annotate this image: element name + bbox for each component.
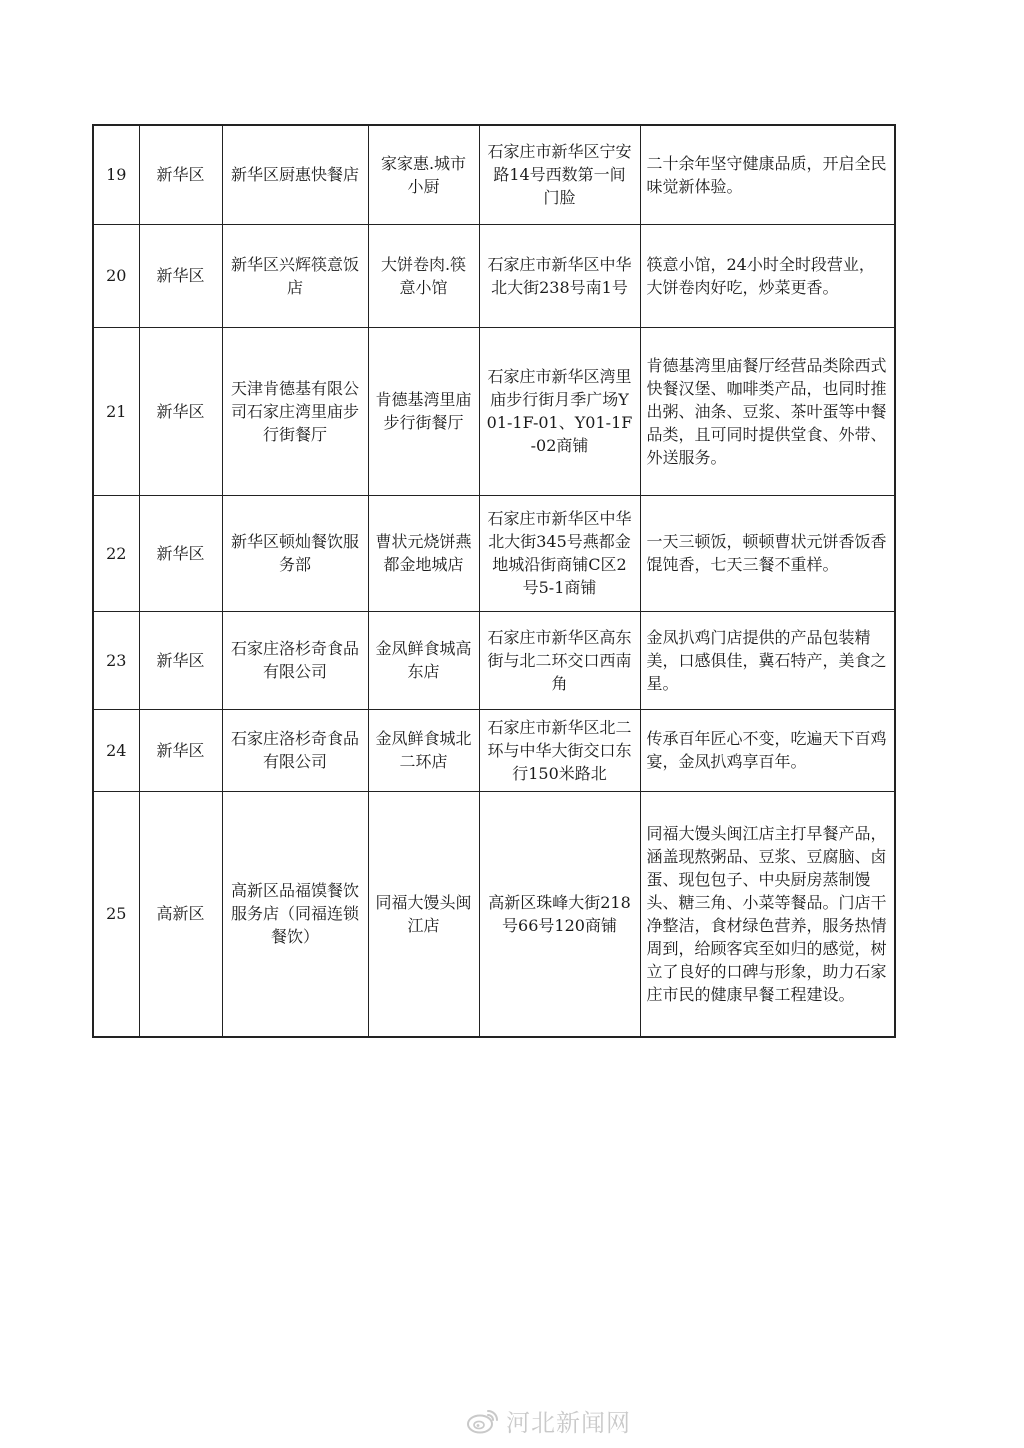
description-cell: 肯德基湾里庙餐厅经营品类除西式快餐汉堡、咖啡类产品，也同时推出粥、油条、豆浆、茶叶蛋等中餐品类，且可同时提供堂食、外带、外送服务。	[640, 327, 895, 495]
row-number: 20	[93, 224, 139, 327]
table-row	[93, 611, 895, 709]
row-number: 21	[93, 327, 139, 495]
weibo-icon	[466, 1407, 500, 1435]
address-cell: 高新区珠峰大街218号66号120商铺	[479, 791, 640, 1037]
address-cell: 石家庄市新华区中华北大街345号燕都金地城沿街商铺C区2号5-1商铺	[479, 495, 640, 611]
row-number: 23	[93, 611, 139, 709]
table-row	[93, 224, 895, 327]
description-cell: 金凤扒鸡门店提供的产品包装精美，口感俱佳，冀石特产，美食之星。	[640, 611, 895, 709]
company-cell: 石家庄洛杉奇食品有限公司	[222, 709, 368, 791]
description-cell: 传承百年匠心不变，吃遍天下百鸡宴，金凤扒鸡享百年。	[640, 709, 895, 791]
row-number: 24	[93, 709, 139, 791]
address-cell: 石家庄市新华区高东街与北二环交口西南角	[479, 611, 640, 709]
row-number: 25	[93, 791, 139, 1037]
table-row	[93, 709, 895, 791]
company-cell: 新华区兴辉筷意饭店	[222, 224, 368, 327]
store-cell: 同福大馒头闽江店	[368, 791, 479, 1037]
company-cell: 新华区厨惠快餐店	[222, 125, 368, 224]
watermark-text: 河北新闻网	[506, 1409, 631, 1437]
district-cell: 高新区	[139, 791, 222, 1037]
table-body	[93, 125, 895, 1037]
description-cell: 一天三顿饭，顿顿曹状元饼香饭香馄饨香，七天三餐不重样。	[640, 495, 895, 611]
description-cell: 二十余年坚守健康品质，开启全民味觉新体验。	[640, 125, 895, 224]
table-row	[93, 791, 895, 1037]
restaurant-list-table	[92, 124, 896, 1038]
district-cell: 新华区	[139, 611, 222, 709]
company-cell: 新华区顿灿餐饮服务部	[222, 495, 368, 611]
district-cell: 新华区	[139, 495, 222, 611]
company-cell: 高新区品福馍餐饮服务店（同福连锁餐饮）	[222, 791, 368, 1037]
address-cell: 石家庄市新华区湾里庙步行街月季广场Y01-1F-01、Y01-1F-02商铺	[479, 327, 640, 495]
row-number: 19	[93, 125, 139, 224]
address-cell: 石家庄市新华区北二环与中华大街交口东行150米路北	[479, 709, 640, 791]
address-cell: 石家庄市新华区宁安路14号西数第一间门脸	[479, 125, 640, 224]
store-cell: 金凤鲜食城高东店	[368, 611, 479, 709]
watermark	[466, 1403, 631, 1438]
store-cell: 金凤鲜食城北二环店	[368, 709, 479, 791]
company-cell: 石家庄洛杉奇食品有限公司	[222, 611, 368, 709]
table-row	[93, 495, 895, 611]
address-cell: 石家庄市新华区中华北大街238号南1号	[479, 224, 640, 327]
store-cell: 肯德基湾里庙步行街餐厅	[368, 327, 479, 495]
store-cell: 家家惠.城市小厨	[368, 125, 479, 224]
district-cell: 新华区	[139, 125, 222, 224]
district-cell: 新华区	[139, 709, 222, 791]
description-cell: 筷意小馆，24小时全时段营业，大饼卷肉好吃，炒菜更香。	[640, 224, 895, 327]
store-cell: 曹状元烧饼燕都金地城店	[368, 495, 479, 611]
district-cell: 新华区	[139, 327, 222, 495]
description-cell: 同福大馒头闽江店主打早餐产品，涵盖现熬粥品、豆浆、豆腐脑、卤蛋、现包包子、中央厨房蒸制馒头、糖三角、小菜等餐品。门店干净整洁，食材绿色营养，服务热情周到，给顾客宾至如归的感觉，树立了良好的口碑与形象，助力石家庄市民的健康早餐工程建设。	[640, 791, 895, 1037]
row-number: 22	[93, 495, 139, 611]
store-cell: 大饼卷肉.筷意小馆	[368, 224, 479, 327]
district-cell: 新华区	[139, 224, 222, 327]
table-row	[93, 125, 895, 224]
table-row	[93, 327, 895, 495]
company-cell: 天津肯德基有限公司石家庄湾里庙步行街餐厅	[222, 327, 368, 495]
